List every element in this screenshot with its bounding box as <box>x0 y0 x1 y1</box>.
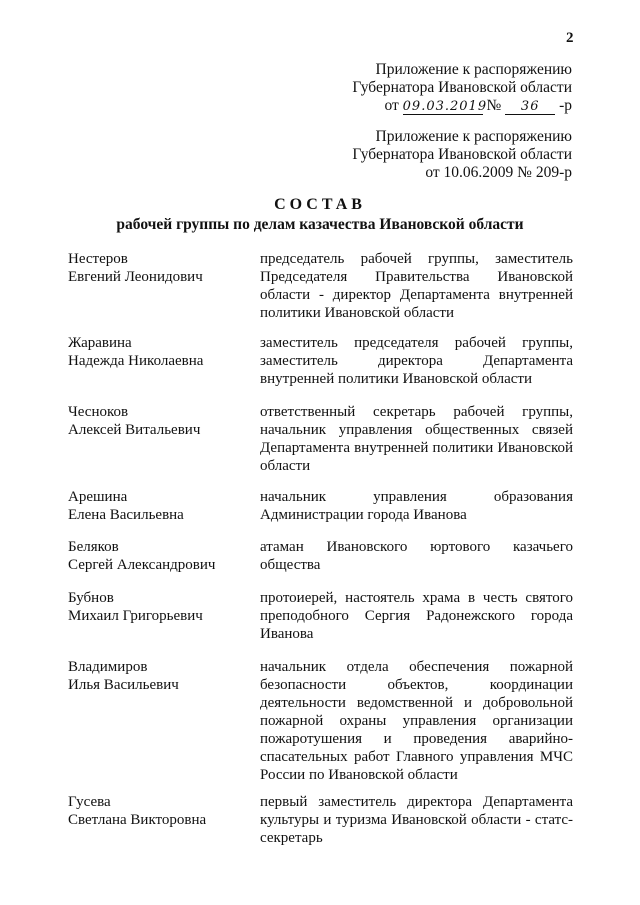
member-given-names: Надежда Николаевна <box>68 353 204 369</box>
member-surname: Беляков <box>68 539 119 555</box>
member-surname: Нестеров <box>68 251 128 267</box>
number-suffix: -р <box>559 97 572 114</box>
member-given-names: Илья Васильевич <box>68 677 179 693</box>
document-subtitle: рабочей группы по делам казачества Ивановской области <box>116 216 524 233</box>
member-name <box>68 250 248 286</box>
member-surname: Арешина <box>68 489 128 505</box>
member-given-names: Алексей Витальевич <box>68 422 201 438</box>
member-role: первый заместитель директора Департамента культуры и туризма Ивановской области - статс-секретарь <box>260 794 573 846</box>
member-name <box>68 538 248 574</box>
number-label: № <box>486 97 502 114</box>
appendix-original-line3: от 10.06.2009 № 209-р <box>425 164 572 181</box>
member-role: атаман Ивановского юртового казачьего общества <box>260 539 573 573</box>
member-given-names: Михаил Григорьевич <box>68 608 203 624</box>
page-number: 2 <box>566 30 574 46</box>
member-given-names: Евгений Леонидович <box>68 269 203 285</box>
member-name <box>68 793 248 829</box>
member-role: начальник управления образования Администрации города Иванова <box>260 489 573 523</box>
member-given-names: Елена Васильевна <box>68 507 184 523</box>
appendix-current-line3 <box>272 97 572 115</box>
member-given-names: Сергей Александрович <box>68 557 216 573</box>
member-role: ответственный секретарь рабочей группы, начальник управления общественных связей Департамента внутренней политики Ивановской области <box>260 404 573 474</box>
member-role: начальник отдела обеспечения пожарной безопасности объектов, координации деятельности ведомственной и добровольной пожарной охраны управления организации пожаротушения и проведения аварийно-спасательных работ Главного управления МЧС России по Ивановской области <box>260 659 573 783</box>
member-surname: Гусева <box>68 794 111 810</box>
member-role: заместитель председателя рабочей группы, заместитель директора Департамента внутренней политики Ивановской области <box>260 335 573 387</box>
document-title: СОСТАВ <box>274 196 366 213</box>
from-label: от <box>384 97 399 114</box>
member-name <box>68 403 248 439</box>
handwritten-date: 09.03.2019 <box>402 99 488 114</box>
member-name <box>68 334 248 370</box>
member-surname: Чесноков <box>68 404 129 420</box>
member-name <box>68 658 248 694</box>
member-role: председатель рабочей группы, заместитель Председателя Правительства Ивановской области - директор Департамента внутренней политики Ивановской области <box>260 251 573 321</box>
member-surname: Владимиров <box>68 659 148 675</box>
handwritten-number: 36 <box>505 100 555 115</box>
appendix-current <box>272 61 572 115</box>
member-surname: Жаравина <box>68 335 132 351</box>
member-name <box>68 589 248 625</box>
appendix-current-line2: Губернатора Ивановской области <box>352 79 572 96</box>
appendix-original-line2: Губернатора Ивановской области <box>352 146 572 163</box>
member-surname: Бубнов <box>68 590 114 606</box>
member-role: протоиерей, настоятель храма в честь святого преподобного Сергия Радонежского города Иванова <box>260 590 573 642</box>
appendix-current-line1: Приложение к распоряжению <box>375 61 572 78</box>
appendix-original-line1: Приложение к распоряжению <box>375 128 572 145</box>
member-given-names: Светлана Викторовна <box>68 812 207 828</box>
appendix-original <box>272 128 572 182</box>
member-name <box>68 488 248 524</box>
